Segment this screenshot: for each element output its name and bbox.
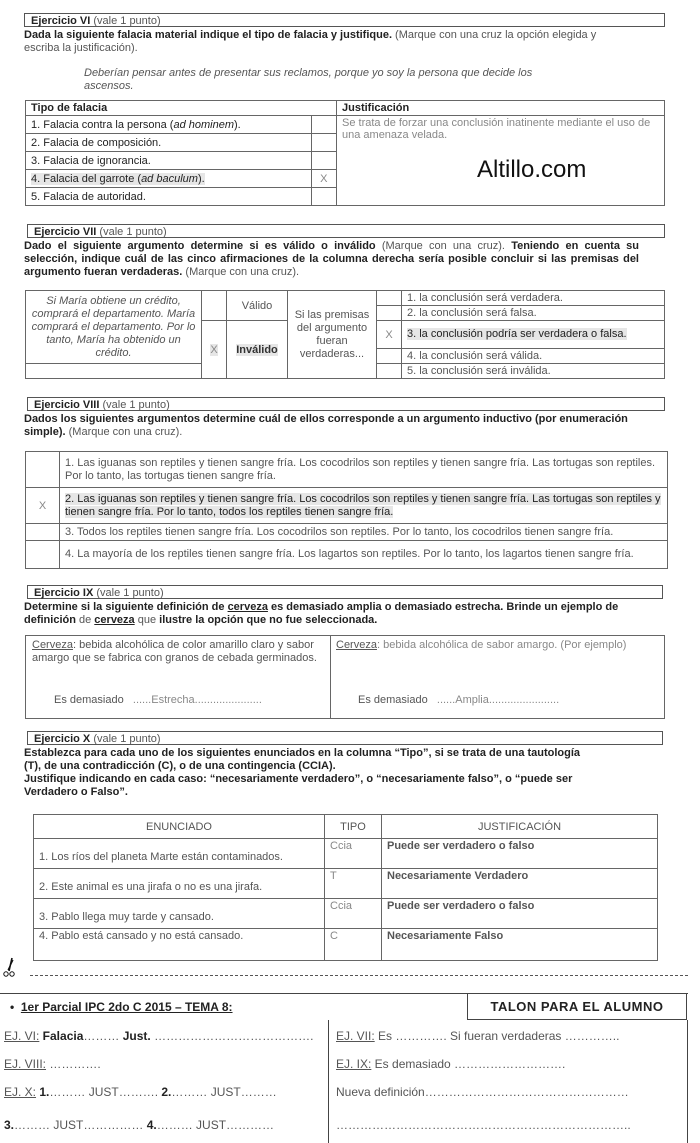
ej10-header: [27, 731, 663, 745]
ej6-quote: Deberían pensar antes de presentar sus reclamos, porque yo soy la persona que decide los ascensos.: [84, 67, 533, 92]
ej7-table: [25, 290, 665, 379]
ej10-instr-1: Establezca para cada uno de los siguientes enunciados en la columna “Tipo”, si se trata de una tautología (T), de una contradicción (C), o de una contingencia (CCIA).: [24, 747, 581, 772]
ej9-left-answer[interactable]: Es demasiado ......Estrecha......................: [54, 694, 262, 706]
talon-ej9[interactable]: EJ. IX: Es demasiado ……………………….: [336, 1057, 566, 1071]
ej6-option-checkbox[interactable]: [311, 188, 336, 206]
ej8-option-checkbox[interactable]: [26, 541, 60, 569]
ej7-conclusion: 1. la conclusión será verdadera.: [402, 291, 665, 306]
ej10-col-tipo: TIPO: [325, 815, 382, 839]
ej6-option-label: 2. Falacia de composición.: [26, 134, 312, 152]
talon-nueva-definicion[interactable]: Nueva definición……………………………………………: [336, 1085, 629, 1099]
talon-definicion-line[interactable]: ………………………………………………………………..: [336, 1118, 631, 1132]
ej7-conclusion: 3. la conclusión podría ser verdadera o falsa.: [402, 321, 665, 349]
ej10-row: [34, 899, 658, 929]
ej10-just[interactable]: Puede ser verdadero o falso: [382, 899, 658, 929]
ej8-instructions: [24, 413, 634, 439]
ej10-enunciado: 2. Este animal es una jirafa o no es una jirafa.: [34, 869, 325, 899]
ej7-instructions: [24, 240, 639, 279]
ej7-conclusion: 2. la conclusión será falsa.: [402, 306, 665, 321]
ej7-instr-r2: (Marque con una cruz).: [182, 266, 300, 278]
ej7-invalido-label: Inválido: [227, 321, 288, 379]
ej6-option-checkbox[interactable]: [311, 152, 336, 170]
ej7-conclusion-checkbox[interactable]: [377, 364, 402, 379]
ej10-row: [34, 929, 658, 961]
talon-ej10-b[interactable]: 3.……… JUST…………… 4.……… JUST…………: [4, 1118, 275, 1132]
ej6-option-label: 3. Falacia de ignorancia.: [26, 152, 312, 170]
ej6-points: (vale 1 punto): [90, 15, 161, 27]
ej8-option-row[interactable]: [26, 452, 668, 488]
ej7-points: (vale 1 punto): [96, 226, 167, 238]
ej6-option-label: 4. Falacia del garrote (ad baculum).: [26, 170, 312, 188]
ej7-valido-label: Válido: [227, 291, 288, 321]
ej8-option-text: 1. Las iguanas son reptiles y tienen sangre fría. Los cocodrilos son reptiles y tienen sangre fría. Las tortugas son reptiles. Por lo tanto, las tortugas tienen sangre fría.: [60, 452, 668, 488]
ej7-conclusion: 4. la conclusión será válida.: [402, 349, 665, 364]
ej7-header: [27, 224, 665, 238]
ej9-divider: [330, 636, 331, 718]
talon-title: • 1er Parcial IPC 2do C 2015 – TEMA 8:: [10, 1000, 233, 1014]
ej6-col-tipo: Tipo de falacia: [26, 101, 337, 116]
ej10-just[interactable]: Puede ser verdadero o falso: [382, 839, 658, 869]
ej10-enunciado: 4. Pablo está cansado y no está cansado.: [34, 929, 325, 961]
ej7-instr-b2: Teniendo en cuenta su selección, indique cuál de las cinco afirmaciones de la columna derecha sería posible concluir si las premisas del argumento fueran verdaderas.: [24, 240, 639, 278]
talon-ej6[interactable]: EJ. VI: Falacia……… Just. ………………………………….: [4, 1029, 314, 1043]
talon-divider: [328, 1020, 329, 1143]
ej9-header: [27, 585, 663, 599]
ej7-argument: Si María obtiene un crédito, comprará el departamento. María comprará el departamento. Por lo tanto, María ha obtenido un crédito.: [26, 291, 202, 364]
ej7-conclusion-checkbox[interactable]: [377, 306, 402, 321]
ej8-table: [25, 451, 668, 569]
ej10-tipo[interactable]: C: [325, 929, 382, 961]
ej10-points: (vale 1 punto): [90, 733, 161, 745]
ej8-option-row[interactable]: [26, 541, 668, 569]
ej6-option-checkbox[interactable]: [311, 116, 336, 134]
ej7-invalido-checkbox[interactable]: X: [202, 321, 227, 379]
ej7-valido-checkbox[interactable]: [202, 291, 227, 321]
ej10-instr-2: Justifique indicando en cada caso: “necesariamente verdadero”, o “necesariamente falso”, o “puede ser Verdadero o Falso”.: [24, 773, 573, 798]
talon-right-edge: [687, 1020, 688, 1143]
ej10-row: [34, 869, 658, 899]
ej7-middle: Si las premisas del argumento fueran verdaderas...: [288, 291, 377, 379]
ej6-instructions: [24, 29, 614, 55]
ej10-just[interactable]: Necesariamente Verdadero: [382, 869, 658, 899]
ej6-title: Ejercicio VI: [31, 15, 91, 27]
ej9-box: [25, 635, 665, 719]
ej9-points: (vale 1 punto): [93, 587, 164, 599]
ej10-col-just: JUSTIFICACIÓN: [382, 815, 658, 839]
ej10-enunciado: 3. Pablo llega muy tarde y cansado.: [34, 899, 325, 929]
ej6-option-row[interactable]: [26, 116, 665, 134]
ej8-title: Ejercicio VIII: [34, 399, 100, 411]
ej6-instr-bold: Dada la siguiente falacia material indique el tipo de falacia y justifique.: [24, 29, 392, 41]
ej8-option-text: 4. La mayoría de los reptiles tienen sangre fría. Los lagartos son reptiles. Por lo tanto, los lagartos tienen sangre fría.: [60, 541, 668, 569]
ej6-option-checkbox[interactable]: X: [311, 170, 336, 188]
ej8-option-row[interactable]: [26, 524, 668, 541]
ej10-tipo[interactable]: Ccia: [325, 839, 382, 869]
ej10-col-enunciado: ENUNCIADO: [34, 815, 325, 839]
ej9-instructions: Determine si la siguiente definición de cerveza es demasiado amplia o demasiado estrecha. Brinde un ejemplo de definición de cerveza que ilustre la opción que no fue seleccionada.: [24, 601, 619, 626]
ej8-option-checkbox[interactable]: [26, 452, 60, 488]
ej8-header: [27, 397, 665, 411]
ej7-argument-bottom: [26, 364, 202, 379]
watermark: Altillo.com: [477, 156, 587, 183]
ej10-tipo[interactable]: T: [325, 869, 382, 899]
talon: [0, 993, 688, 1143]
ej7-instr-b1: Dado el siguiente argumento determine si es válido o inválido: [24, 240, 376, 252]
ej6-option-label: 5. Falacia de autoridad.: [26, 188, 312, 206]
ej8-instr-rest: (Marque con una cruz).: [65, 426, 183, 438]
ej7-title: Ejercicio VII: [34, 226, 97, 238]
ej7-conclusion-checkbox[interactable]: [377, 291, 402, 306]
ej6-header: [24, 13, 665, 27]
ej10-tipo[interactable]: Ccia: [325, 899, 382, 929]
ej6-justification-cell[interactable]: [337, 116, 665, 206]
talon-ej7[interactable]: EJ. VII: Es …………. Si fueran verdaderas …………..: [336, 1029, 620, 1043]
ej8-option-text: 2. Las iguanas son reptiles y tienen sangre fría. Los cocodrilos son reptiles y tienen sangre fría. Las tortugas son reptiles y tienen sangre fría. Por lo tanto, todos los reptiles tienen sangre fría.: [60, 488, 668, 524]
cut-line: [30, 975, 688, 976]
ej10-title: Ejercicio X: [34, 733, 91, 745]
ej9-title: Ejercicio IX: [34, 587, 94, 599]
talon-ej8[interactable]: EJ. VIII: ………….: [4, 1057, 101, 1071]
ej7-conclusion-checkbox[interactable]: [377, 349, 402, 364]
talon-label: TALON PARA EL ALUMNO: [467, 994, 687, 1020]
ej9-left-definition: Cerveza: bebida alcohólica de color amarillo claro y sabor amargo que se fabrica con granos de cebada germinados.: [32, 639, 317, 664]
ej6-justification: Se trata de forzar una conclusión inatinente mediante el uso de una amenaza velada.: [342, 117, 651, 141]
bullet-icon: •: [10, 1000, 21, 1014]
ej6-col-just: Justificación: [337, 101, 665, 116]
ej8-instr-bold: Dados los siguientes argumentos determine cuál de ellos corresponde a un argumento inductivo (por enumeración simple).: [24, 413, 628, 438]
talon-ej10-a[interactable]: EJ. X: 1.……… JUST………. 2.……… JUST………: [4, 1085, 277, 1099]
ej10-just[interactable]: Necesariamente Falso: [382, 929, 658, 961]
ej10-row: [34, 839, 658, 869]
ej7-conclusion-checkbox[interactable]: X: [377, 321, 402, 349]
ej8-option-checkbox[interactable]: X: [26, 488, 60, 524]
ej6-table: [25, 100, 665, 206]
scissors-icon: [2, 956, 18, 978]
ej10-enunciado: 1. Los ríos del planeta Marte están contaminados.: [34, 839, 325, 869]
ej7-conclusion: 5. la conclusión será inválida.: [402, 364, 665, 379]
ej9-right-definition[interactable]: Cerveza: bebida alcohólica de sabor amargo. (Por ejemplo): [336, 639, 627, 651]
ej8-option-checkbox[interactable]: [26, 524, 60, 541]
ej9-right-answer[interactable]: Es demasiado ......Amplia.......................: [358, 694, 560, 706]
ej6-instr-rest: (Marque con una cruz la opción elegida y escriba la justificación).: [24, 29, 597, 54]
ej10-instructions: [24, 747, 594, 799]
ej8-points: (vale 1 punto): [99, 399, 170, 411]
ej6-option-checkbox[interactable]: [311, 134, 336, 152]
ej6-option-label: 1. Falacia contra la persona (ad hominem).: [26, 116, 312, 134]
ej8-option-text: 3. Todos los reptiles tienen sangre fría. Los cocodrilos son reptiles. Por lo tanto, los cocodrilos tienen sangre fría.: [60, 524, 668, 541]
ej8-option-row[interactable]: [26, 488, 668, 524]
ej10-table: [33, 814, 658, 961]
ej7-instr-r1: (Marque con una cruz).: [375, 240, 512, 252]
